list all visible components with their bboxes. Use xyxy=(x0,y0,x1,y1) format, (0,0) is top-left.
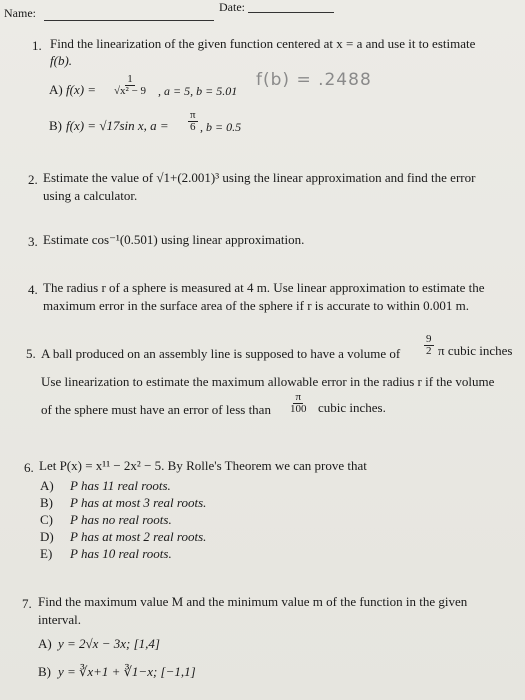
q6-option-b: B) P has at most 3 real roots. xyxy=(40,495,207,510)
q1a-denominator: √x² − 9 xyxy=(114,85,147,97)
q5-error-denominator: 100 xyxy=(290,403,307,415)
q2-number: 2. xyxy=(28,172,38,187)
q1a-params: , a = 5, b = 5.01 xyxy=(158,84,238,98)
name-label: Name: xyxy=(4,6,36,20)
q5-text-line3: of the sphere must have an error of less than xyxy=(41,402,271,417)
q5-error-numerator: π xyxy=(295,391,302,403)
q1b-lhs: f(x) = √17sin x, a = xyxy=(66,118,169,133)
q1b-denominator: 6 xyxy=(190,121,196,133)
q1-text: Find the linearization of the given function centered at x = a and use it to estimate xyxy=(50,36,476,51)
q6-text: Let P(x) = x¹¹ − 2x² − 5. By Rolle's Theorem we can prove that xyxy=(39,458,367,473)
q2-text: Estimate the value of √1+(2.001)³ using the linear approximation and find the error xyxy=(43,170,476,185)
q1b-fraction xyxy=(188,110,198,133)
q1-number: 1. xyxy=(32,38,42,53)
q2-text-line2: using a calculator. xyxy=(43,188,138,203)
q7b-label: B) xyxy=(38,664,51,679)
q5-volume-numerator: 9 xyxy=(426,333,432,345)
q6-option-e: E) P has 10 real roots. xyxy=(40,546,172,561)
q4-text: The radius r of a sphere is measured at 4 m. Use linear approximation to estimate the xyxy=(43,280,485,295)
q5-text: A ball produced on an assembly line is supposed to have a volume of xyxy=(41,346,401,361)
q5-text-unit: π cubic inches xyxy=(438,343,513,358)
q1a-lhs: f(x) = xyxy=(66,82,97,97)
q5-text-line2: Use linearization to estimate the maximum allowable error in the radius r if the volume xyxy=(41,374,495,389)
q5-error-fraction xyxy=(288,392,309,415)
name-blank-line xyxy=(44,20,214,21)
q6-option-a: A) P has 11 real roots. xyxy=(40,478,171,493)
q7-text-line2: interval. xyxy=(38,612,81,627)
q5-volume-denominator: 2 xyxy=(426,345,432,357)
q1-handwritten-answer: f(b) = .2488 xyxy=(256,70,372,90)
q5-number: 5. xyxy=(26,346,36,361)
q6-option-d: D) P has at most 2 real roots. xyxy=(40,529,207,544)
q1b-label: B) xyxy=(49,118,62,133)
q7a-expression: y = 2√x − 3x; [1,4] xyxy=(58,636,160,651)
q5-text-line3-end: cubic inches. xyxy=(318,400,386,415)
date-blank-line xyxy=(248,12,334,13)
q1b-params: , b = 0.5 xyxy=(200,120,242,134)
q5-volume-fraction xyxy=(424,334,434,357)
q7b-expression: y = ∛x+1 + ∛1−x; [−1,1] xyxy=(58,664,196,679)
q4-number: 4. xyxy=(28,282,38,297)
q6-options-list xyxy=(40,478,340,563)
q6-option-c: C) P has no real roots. xyxy=(40,512,172,527)
q3-number: 3. xyxy=(28,234,38,249)
q7-text: Find the maximum value M and the minimum value m of the function in the given xyxy=(38,594,468,609)
q1a-label: A) xyxy=(49,82,63,97)
q7a-label: A) xyxy=(38,636,52,651)
q1a-fraction xyxy=(112,74,148,97)
q1a-numerator: 1 xyxy=(127,73,133,85)
q4-text-line2: maximum error in the surface area of the sphere if r is accurate to within 0.001 m. xyxy=(43,298,469,313)
q3-text: Estimate cos⁻¹(0.501) using linear approximation. xyxy=(43,232,305,247)
q6-number: 6. xyxy=(24,460,34,475)
q1-text-line2: f(b). xyxy=(50,53,73,68)
q1b-numerator: π xyxy=(190,109,196,121)
q7-number: 7. xyxy=(22,596,32,611)
date-label: Date: xyxy=(219,0,245,14)
